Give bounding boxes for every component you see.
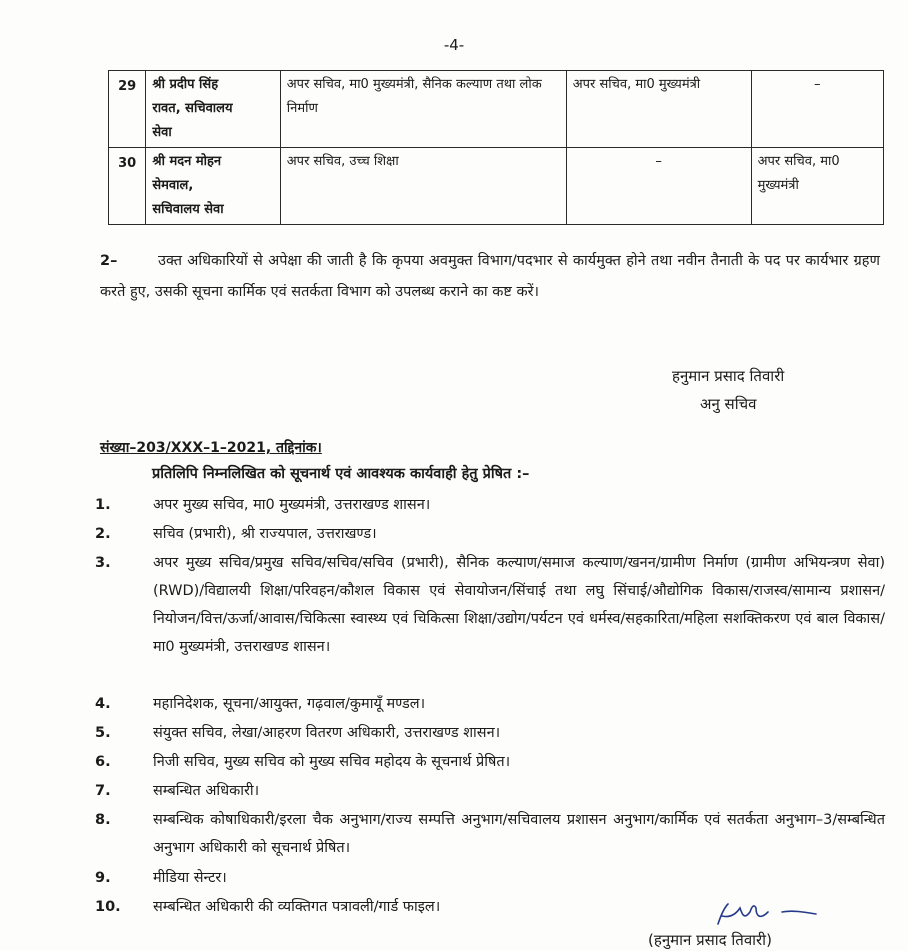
new-post-text: –	[655, 154, 662, 169]
new-post: अपर सचिव, मा0 मुख्यमंत्री	[566, 71, 751, 148]
paragraph-number: 2–	[100, 253, 118, 269]
posting-table	[108, 70, 884, 225]
paragraph-text: उक्त अधिकारियों से अपेक्षा की जाती है कि कृपया अवमुक्त विभाग/पदभार से कार्यमुक्त होने तथा नवीन तैनाती के पद पर कार्यभार ग्रहण करते हुए, उसकी सूचना कार्मिक एवं सतर्कता विभाग को उपलब्ध कराने का कष्ट करें।	[100, 253, 880, 300]
list-item-number: 3.	[95, 555, 111, 571]
handwritten-signature	[712, 898, 822, 930]
list-item	[95, 520, 885, 548]
list-item-number: 1.	[95, 497, 111, 513]
list-item-text: निजी सचिव, मुख्य सचिव को मुख्य सचिव महोदय के सूचनार्थ प्रेषित।	[153, 754, 511, 770]
new-post	[566, 148, 751, 225]
name-line: सेवा	[152, 125, 172, 140]
bottom-signatory-name: (हनुमान प्रसाद तिवारी)	[648, 931, 772, 949]
list-item-number: 8.	[95, 812, 111, 828]
additional-charge-text: –	[814, 77, 821, 92]
list-item	[95, 719, 885, 747]
table-row	[109, 71, 884, 148]
list-item-text: सम्बन्धित अधिकारी की व्यक्तिगत पत्रावली/गार्ड फाइल।	[153, 899, 441, 915]
list-item	[95, 777, 885, 805]
list-item	[95, 549, 885, 661]
serial-number: 29	[109, 71, 146, 148]
table-row	[109, 148, 884, 225]
additional-charge: अपर सचिव, मा0 मुख्यमंत्री	[751, 148, 883, 225]
list-item-text: अपर मुख्य सचिव/प्रमुख सचिव/सचिव/सचिव (प्रभारी), सैनिक कल्याण/समाज कल्याण/खनन/ग्रामीण निर्माण (ग्रामीण अभियन्त्रण सेवा) (RWD)/विद्यालयी शिक्षा/परिवहन/कौशल विकास एवं सेवायोजन/सिंचाई तथा लघु सिंचाई/औद्योगिक विकास/राजस्व/सामान्य प्रशासन/नियोजन/वित्त/ऊर्जा/आवास/चिकित्सा स्वास्थ्य एवं चिकित्सा शिक्षा/उद्योग/पर्यटन एवं धर्मस्व/सहकारिता/महिला सशक्तिकरण एवं बाल विकास/मा0 मुख्यमंत्री, उत्तराखण्ड शासन।	[153, 555, 885, 655]
list-item-text: सचिव (प्रभारी), श्री राज्यपाल, उत्तराखण्ड।	[153, 526, 377, 542]
current-post: अपर सचिव, उच्च शिक्षा	[280, 148, 566, 225]
name-line: सेमवाल,	[152, 178, 194, 193]
name-line: रावत, सचिवालय	[152, 101, 233, 116]
instruction-paragraph	[100, 246, 880, 308]
copy-heading: प्रतिलिपि निम्नलिखित को सूचनार्थ एवं आवश्यक कार्यवाही हेतु प्रेषित :–	[152, 466, 530, 482]
current-post: अपर सचिव, मा0 मुख्यमंत्री, सैनिक कल्याण तथा लोक निर्माण	[280, 71, 566, 148]
list-item	[95, 806, 885, 862]
serial-number: 30	[109, 148, 146, 225]
list-item-number: 10.	[95, 899, 121, 915]
name-line: श्री मदन मोहन	[152, 154, 222, 169]
list-item-number: 9.	[95, 870, 111, 886]
list-item-number: 6.	[95, 754, 111, 770]
list-item-text: सम्बन्धिक कोषाधिकारी/इरला चैक अनुभाग/राज्य सम्पत्ति अनुभाग/सचिवालय प्रशासन अनुभाग/कार्मिक एवं सतर्कता अनुभाग–3/सम्बन्धित अनुभाग अधिकारी को सूचनार्थ प्रेषित।	[153, 812, 885, 856]
reference-number: संख्या–203/XXX–1–2021, तद्दिनांक।	[100, 440, 322, 456]
list-item-text: महानिदेशक, सूचना/आयुक्त, गढ़वाल/कुमायूँ मण्डल।	[153, 696, 426, 712]
list-item-number: 7.	[95, 783, 111, 799]
list-item-number: 4.	[95, 696, 111, 712]
officer-name	[146, 148, 280, 225]
additional-charge	[751, 71, 883, 148]
list-item-text: संयुक्त सचिव, लेखा/आहरण वितरण अधिकारी, उत्तराखण्ड शासन।	[153, 725, 501, 741]
list-item-number: 2.	[95, 526, 111, 542]
list-item-text: मीडिया सेन्टर।	[153, 870, 227, 886]
list-item	[95, 690, 885, 718]
page-number: -4-	[443, 36, 465, 54]
list-item	[95, 864, 885, 892]
signatory-name: हनुमान प्रसाद तिवारी	[672, 367, 785, 385]
list-item-text: अपर मुख्य सचिव, मा0 मुख्यमंत्री, उत्तराखण्ड शासन।	[153, 497, 431, 513]
officer-name	[146, 71, 280, 148]
name-line: श्री प्रदीप सिंह	[152, 77, 219, 92]
list-item-text: सम्बन्धित अधिकारी।	[153, 783, 260, 799]
list-item-number: 5.	[95, 725, 111, 741]
signatory-designation: अनु सचिव	[700, 395, 757, 413]
list-item	[95, 491, 885, 519]
list-item	[95, 748, 885, 776]
name-line: सचिवालय सेवा	[152, 202, 224, 217]
